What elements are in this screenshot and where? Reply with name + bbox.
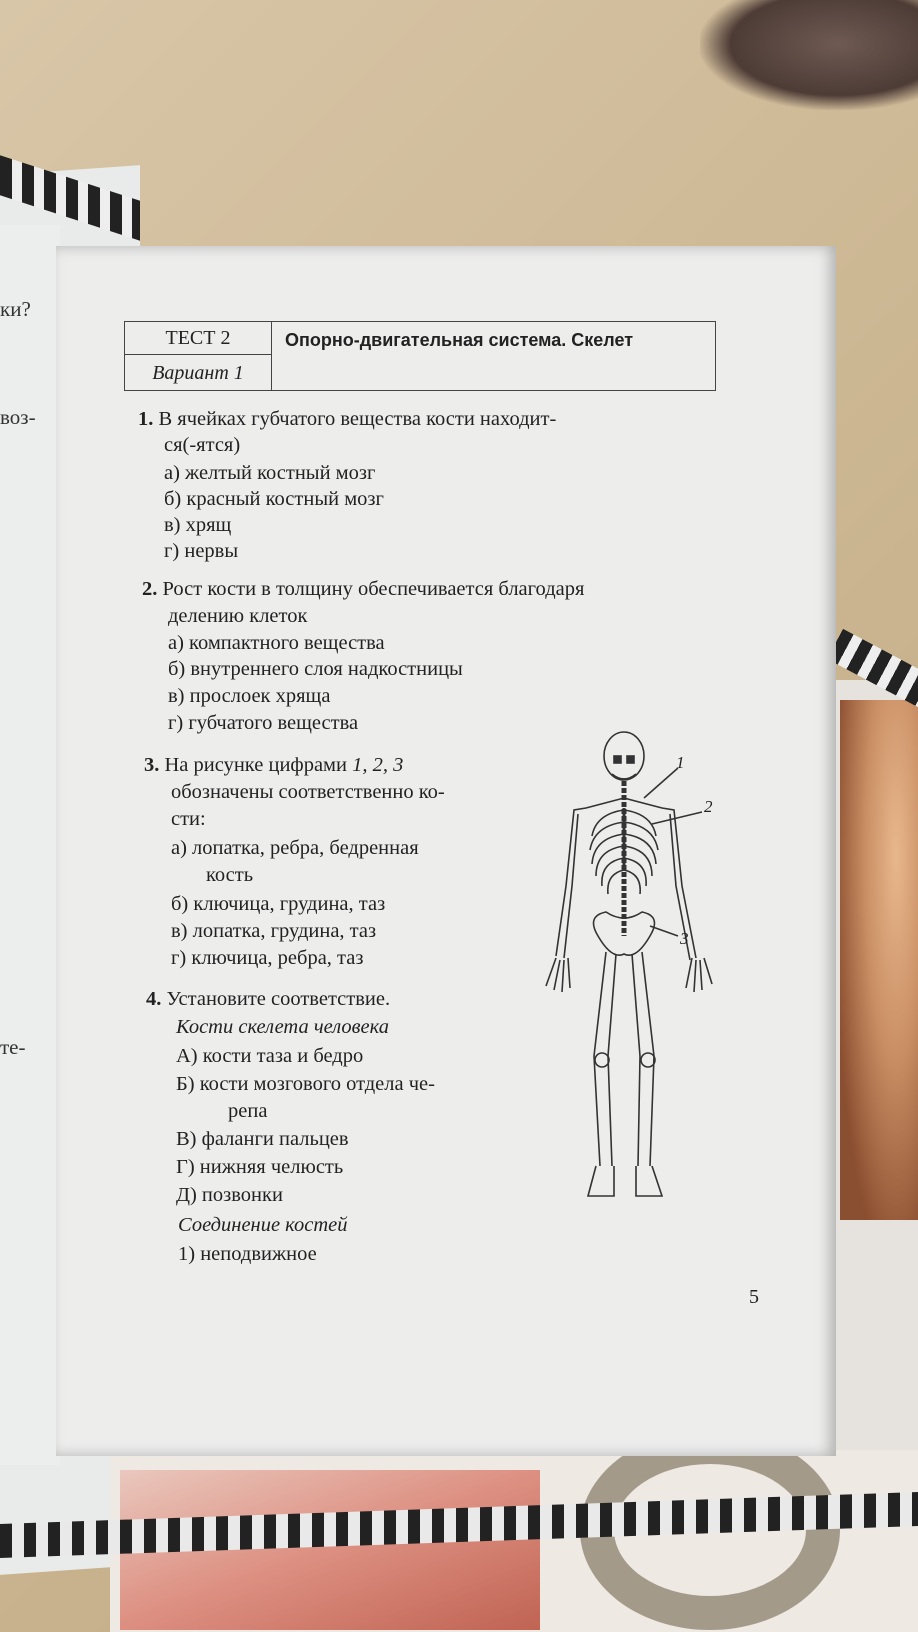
match-item: Г) нижняя челюсть xyxy=(176,1156,344,1178)
page-number: 5 xyxy=(749,1286,759,1308)
poster-illustration xyxy=(840,700,918,1220)
test-title: Опорно-двигательная система. Скелет xyxy=(285,330,634,350)
figure-reference: 1, 2, 3 xyxy=(352,754,404,776)
question-2 xyxy=(142,576,584,602)
answer-option: а) компактного вещества xyxy=(168,632,385,654)
question-text: ся(-ятся) xyxy=(164,434,241,456)
question-text: делению клеток xyxy=(168,605,308,627)
question-text: Рост кости в толщину обеспечивается благодаря xyxy=(162,578,585,600)
answer-option: кость xyxy=(206,864,254,886)
book-page xyxy=(56,246,836,1456)
column-heading: Соединение костей xyxy=(178,1214,348,1236)
question-number: 4. xyxy=(146,988,162,1010)
left-page-text: ки? xyxy=(0,297,31,321)
match-item: В) фаланги пальцев xyxy=(176,1128,349,1150)
test-number: ТЕСТ 2 xyxy=(125,322,271,355)
answer-option: в) хрящ xyxy=(164,514,232,536)
question-number: 2. xyxy=(142,578,158,600)
question-number: 1. xyxy=(138,408,154,430)
left-page xyxy=(0,225,60,1465)
column-heading: Кости скелета человека xyxy=(176,1016,389,1038)
question-text: Установите соответствие. xyxy=(166,988,391,1010)
question-4 xyxy=(146,986,390,1012)
answer-option: г) нервы xyxy=(164,540,239,562)
match-item: А) кости таза и бедро xyxy=(176,1045,364,1067)
question-text: В ячейках губчатого вещества кости находит- xyxy=(158,408,557,430)
answer-option: б) внутреннего слоя надкостницы xyxy=(168,658,463,680)
answer-option: в) прослоек хряща xyxy=(168,685,331,707)
question-text: На рисунке цифрами xyxy=(164,754,353,776)
variant-label: Вариант 1 xyxy=(152,362,244,384)
question-3 xyxy=(144,752,403,778)
skull-icon xyxy=(604,732,644,780)
match-item: 1) неподвижное xyxy=(178,1243,317,1265)
question-1 xyxy=(138,406,556,432)
question-text: обозначены соответственно ко- xyxy=(171,781,445,803)
answer-option: б) красный костный мозг xyxy=(164,488,384,510)
answer-option: г) губчатого вещества xyxy=(168,712,359,734)
question-number: 3. xyxy=(144,754,160,776)
answer-option: в) лопатка, грудина, таз xyxy=(171,920,377,942)
question-text: сти: xyxy=(171,808,206,830)
figure-label: 2 xyxy=(704,797,713,816)
left-page-text: те- xyxy=(0,1035,26,1059)
left-page-text: воз- xyxy=(0,405,36,429)
match-item: репа xyxy=(228,1100,268,1122)
answer-option: г) ключица, ребра, таз xyxy=(171,947,364,969)
answer-option: а) желтый костный мозг xyxy=(164,462,376,484)
finger xyxy=(700,0,918,110)
answer-option: а) лопатка, ребра, бедренная xyxy=(171,837,419,859)
answer-option: б) ключица, грудина, таз xyxy=(171,893,386,915)
skeleton-illustration xyxy=(526,726,746,1206)
figure-label: 1 xyxy=(676,753,685,772)
test-header xyxy=(124,321,716,391)
match-item: Б) кости мозгового отдела че- xyxy=(176,1073,435,1095)
match-item: Д) позвонки xyxy=(176,1184,283,1206)
figure-label: 3 xyxy=(680,929,689,948)
